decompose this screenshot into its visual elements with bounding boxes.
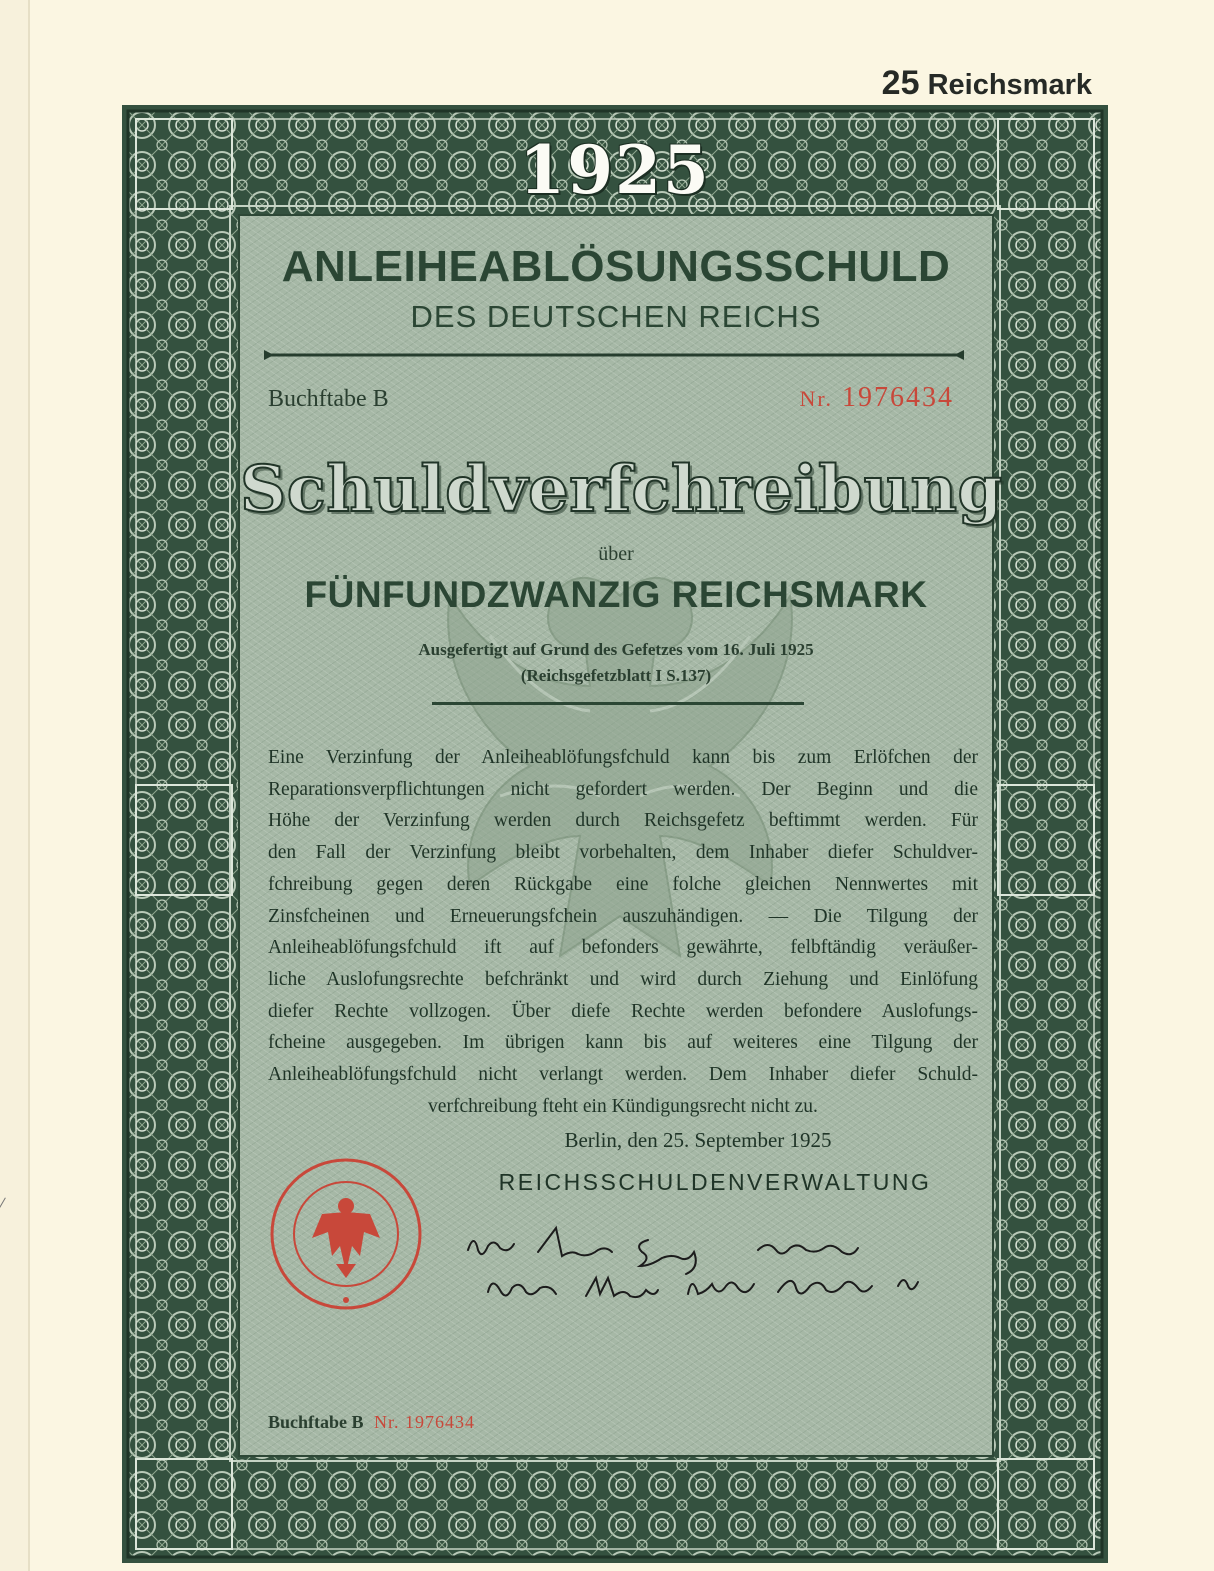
terms-line: verfchreibung fteht ein Kündigungsrecht nicht zu. <box>428 1095 818 1117</box>
place-date: Berlin, den 25. September 1925 <box>564 1128 832 1152</box>
serial-number-value: 1976434 <box>842 382 954 413</box>
legal-basis-line1: Ausgefertigt auf Grund des Gefetzes vom 16. Juli 1925 <box>418 640 814 659</box>
certificate-frame <box>122 105 1108 1563</box>
section-rule <box>432 702 804 705</box>
document-type-title: Schuldverfchreibung <box>240 452 1003 527</box>
denomination-label <box>882 64 1092 103</box>
edge-mark <box>0 1197 11 1216</box>
year: 1925 <box>519 131 711 209</box>
official-seal <box>266 1154 426 1314</box>
terms-line: Anleiheablöfungsfchuld nicht verlangt werden. Dem Inhaber diefer Schuld- <box>268 1064 978 1086</box>
main-title: ANLEIHEABLÖSUNGSSCHULD <box>281 242 951 291</box>
terms-line: Höhe der Verzinfung werden durch Reichsgefetz beftimmt werden. Für <box>268 810 978 832</box>
preposition: über <box>598 543 634 565</box>
terms-line: liche Auslofungsrechte befchränkt und wird durch Ziehung und Einlöfung <box>268 968 978 990</box>
bottom-series-letter: Buchftabe B <box>268 1412 364 1432</box>
denomination-unit: Reichsmark <box>927 69 1092 101</box>
terms-line: fchreibung gegen deren Rückgabe eine folche gleichen Nennwertes mit <box>268 873 978 895</box>
serial-number-label: Nr. <box>799 386 833 411</box>
terms-paragraph <box>268 742 978 1122</box>
bottom-series <box>268 1412 475 1433</box>
terms-line: diefer Rechte vollzogen. Über diefe Rechte werden befondere Auslofungs- <box>268 1000 978 1022</box>
certificate-field <box>238 214 1003 1457</box>
subtitle: DES DEUTSCHEN REICHS <box>410 299 822 334</box>
header-rule <box>264 348 964 362</box>
legal-basis-line2: (Reichsgefetzblatt I S.137) <box>520 666 712 685</box>
signatures <box>458 1220 958 1320</box>
bottom-serial-number: Nr. 1976434 <box>374 1412 476 1432</box>
issuer-name: REICHSSCHULDENVERWALTUNG <box>498 1169 932 1195</box>
series-letter: Buchftabe B <box>268 386 389 412</box>
terms-line: fcheine ausgegeben. Im übrigen kann bis auf weiteres eine Tilgung der <box>268 1032 978 1054</box>
year-cartouche <box>519 131 711 209</box>
terms-line: Eine Verzinfung der Anleiheablöfungsfchuld kann bis zum Erlöfchen der <box>268 747 978 768</box>
terms-line: Anleiheablöfungsfchuld ift auf befonders gewährte, felbftändig veräußer- <box>268 937 978 959</box>
serial-number <box>800 382 955 414</box>
amount-text: FÜNFUNDZWANZIG REICHSMARK <box>304 574 928 615</box>
denomination-number: 25 <box>881 64 920 102</box>
terms-line: Reparationsverpflichtungen nicht gefordert werden. Der Beginn und die <box>268 778 978 800</box>
terms-line: den Fall der Verzinfung bleibt vorbehalten, dem Inhaber diefer Schuldver- <box>268 842 978 864</box>
terms-line: Zinsfcheinen und Erneuerungsfchein auszuhändigen. — Die Tilgung der <box>268 905 978 927</box>
